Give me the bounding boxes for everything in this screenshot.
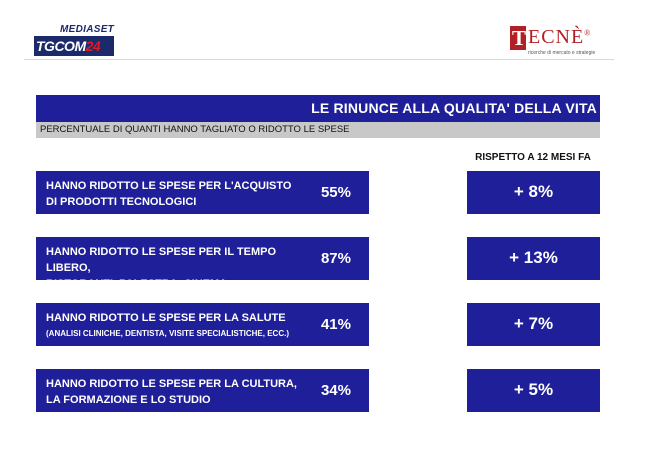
row-3-delta-box xyxy=(467,303,600,346)
row-3-delta: + 7% xyxy=(513,314,554,333)
row-2-label xyxy=(46,244,306,292)
row-3-percentage: 41% xyxy=(320,316,351,333)
row-1-label-line2: DI PRODOTTI TECNOLOGICI xyxy=(46,196,197,208)
row-1-label-line1: HANNO RIDOTTO LE SPESE PER L'ACQUISTO xyxy=(46,180,292,192)
chart-subtitle: PERCENTUALE DI QUANTI HANNO TAGLIATO O RIDOTTO LE SPESE xyxy=(40,124,350,135)
row-4-percentage: 34% xyxy=(320,382,351,399)
logo-tecne-initial-box xyxy=(510,26,526,50)
row-2-delta: + 13% xyxy=(509,248,558,267)
row-2 xyxy=(36,237,369,290)
logo-tecne-rest: ECNÈ xyxy=(528,26,585,48)
row-4-label-line2: LA FORMAZIONE E LO STUDIO xyxy=(46,394,211,406)
header-divider xyxy=(24,59,614,60)
row-4-label-line1: HANNO RIDOTTO LE SPESE PER LA CULTURA, xyxy=(46,378,297,390)
logo-tecne-text xyxy=(528,26,591,49)
row-1-delta: + 8% xyxy=(513,182,554,201)
compare-column-header: RISPETTO A 12 MESI FA xyxy=(475,152,591,163)
row-4-delta-box xyxy=(467,369,600,412)
logo-tgcom-main: TGCOM xyxy=(36,38,86,54)
row-1-percentage: 55% xyxy=(320,184,351,201)
row-3-label-line2: (ANALISI CLINICHE, DENTISTA, VISITE SPECIALISTICHE, ECC.) xyxy=(46,329,289,338)
row-1-delta-box xyxy=(467,171,600,214)
tgcom24-logo xyxy=(34,24,118,58)
logo-tgcom-text xyxy=(36,38,100,54)
logo-tecne-tagline: ricerche di mercato e strategie xyxy=(528,50,596,56)
logo-tecne-reg: ® xyxy=(584,28,592,38)
row-3-label xyxy=(46,310,306,342)
chart-title: LE RINUNCE ALLA QUALITA' DELLA VITA xyxy=(311,100,597,116)
logo-tecne-initial: T xyxy=(512,26,527,50)
logo-tgcom-num: 24 xyxy=(85,38,101,54)
logo-mediaset-text: MEDIASET xyxy=(60,24,115,35)
row-1-label xyxy=(46,178,306,210)
row-3 xyxy=(36,303,369,346)
row-4-label xyxy=(46,376,306,408)
row-4 xyxy=(36,369,369,412)
title-bar xyxy=(36,95,600,122)
row-1 xyxy=(36,171,369,214)
row-2-label-line2: RISTORANTI, PALESTRA, CINEMA xyxy=(46,278,228,290)
row-2-delta-box xyxy=(467,237,600,280)
subtitle-bar xyxy=(36,122,600,138)
row-3-label-line1: HANNO RIDOTTO LE SPESE PER LA SALUTE xyxy=(46,312,286,324)
row-4-delta: + 5% xyxy=(513,380,554,399)
row-2-label-line1: HANNO RIDOTTO LE SPESE PER IL TEMPO LIBERO, xyxy=(46,246,277,274)
row-2-percentage: 87% xyxy=(320,250,351,267)
tecne-logo xyxy=(510,26,600,60)
